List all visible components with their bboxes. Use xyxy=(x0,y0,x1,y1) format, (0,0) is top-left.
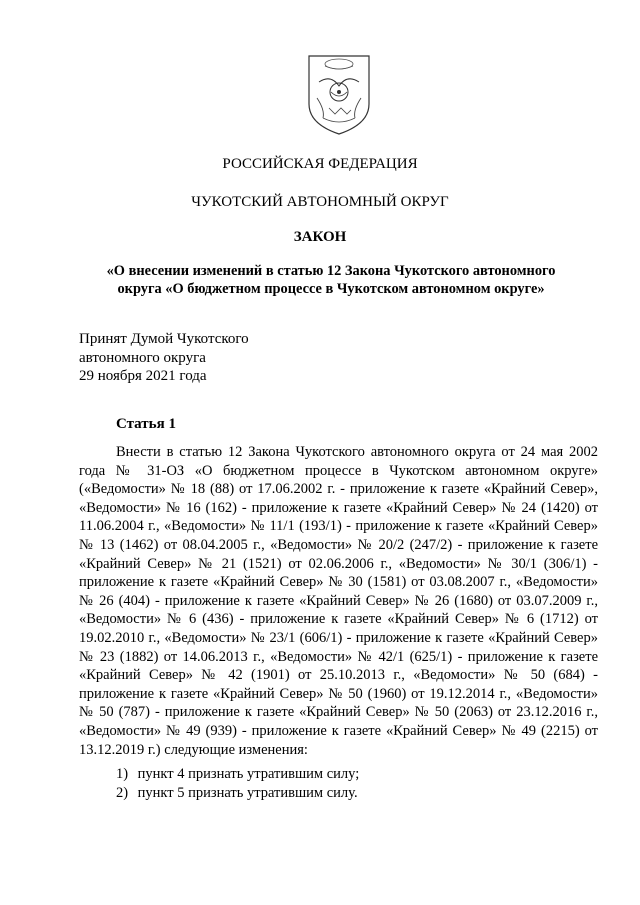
country-heading: РОССИЙСКАЯ ФЕДЕРАЦИЯ xyxy=(222,156,418,172)
adoption-line-1: Принят Думой Чукотского xyxy=(79,331,249,347)
article-body: Внести в статью 12 Закона Чукотского автономного округа от 24 мая 2002 года № 31-ОЗ «О бюджетном процессе в Чукотском автономном округе» («Ведомости» № 18 (88) от 17.06.2002 г. - приложение к газете «Крайний Север», «Ведомости» № 16 (162) - приложение к газете «Крайний Север» № 24 (1420) от 11.06.2004 г., «Ведомости» № 11/1 (193/1) - приложение к газете «Крайний Север» № 13 (1462) от 08.04.2005 г., «Ведомости» № 20/2 (247/2) - приложение к газете «Крайний Север» № 21 (1521) от 02.06.2006 г., «Ведомости» № 30/1 (306/1) - приложение к газете «Крайний Север» № 30 (1581) от 03.08.2007 г., «Ведомости» № 26 (404) - приложение к газете «Крайний Север» № 26 (1680) от 03.07.2009 г., «Ведомости» № 6 (436) - приложение к газете «Крайний Север» № 6 (1712) от 19.02.2010 г., «Ведомости» № 23/1 (606/1) - приложение к газете «Крайний Север» № 23 (1882) от 14.06.2013 г., «Ведомости» № 42/1 (625/1) - приложение к газете «Крайний Север» № 42 (1901) от 25.10.2013 г., «Ведомости» № 50 (684) - приложение к газете «Крайний Север» № 50 (1960) от 19.12.2014 г., «Ведомости» № 50 (787) - приложение к газете «Крайний Север» № 50 (2063) от 23.12.2016 г., «Ведомости» № 49 (939) - приложение к газете «Крайний Север» № 49 (2215) от 13.12.2019 г.) следующие изменения: xyxy=(79,444,598,758)
law-title: «О внесении изменений в статью 12 Закона Чукотского автономного округа «О бюджетном процессе в Чукотском автономном округе» xyxy=(106,263,556,297)
list-item xyxy=(116,784,358,803)
document-type-heading: ЗАКОН xyxy=(293,229,347,245)
coat-of-arms-icon xyxy=(301,52,377,138)
list-item-number: 1) xyxy=(116,766,129,782)
adoption-note xyxy=(79,330,249,386)
adoption-date: 29 ноября 2021 года xyxy=(79,368,207,384)
list-item xyxy=(116,765,359,784)
list-item-number: 2) xyxy=(116,785,129,801)
adoption-line-2: автономного округа xyxy=(79,349,206,366)
article-heading: Статья 1 xyxy=(116,416,176,432)
list-item-text: пункт 5 признать утратившим силу. xyxy=(137,785,358,801)
region-heading: ЧУКОТСКИЙ АВТОНОМНЫЙ ОКРУГ xyxy=(191,194,449,210)
list-item-text: пункт 4 признать утратившим силу; xyxy=(137,766,360,782)
